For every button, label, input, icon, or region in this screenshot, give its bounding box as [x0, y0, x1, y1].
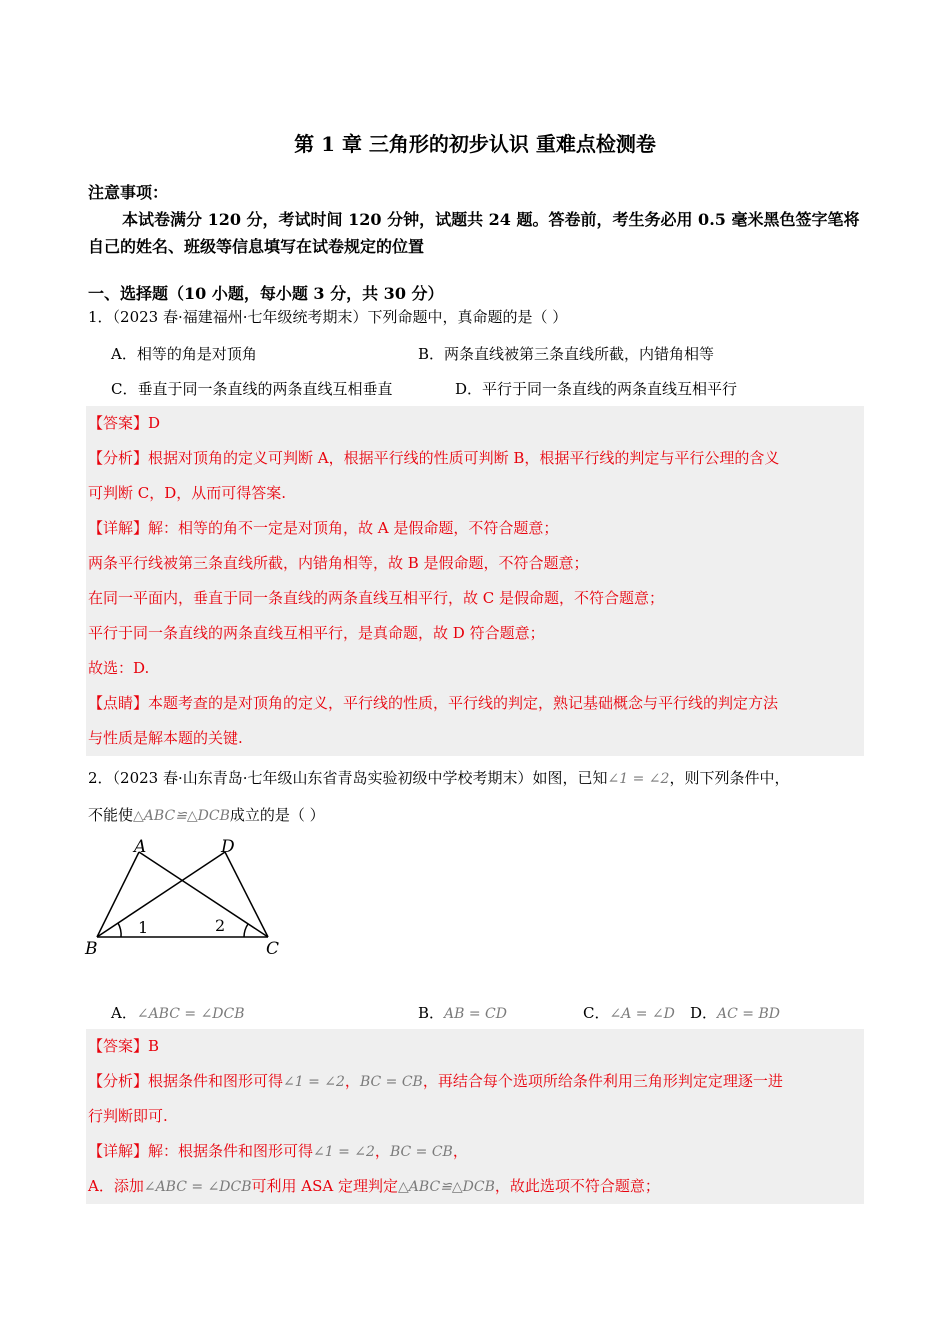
q1-option-b: B．两条直线被第三条直线所截，内错角相等: [418, 345, 715, 363]
q2-option-a-math: ∠ABC = ∠DCB: [136, 1006, 245, 1022]
q2-stem-text-b: ，则下列条件中，: [669, 769, 790, 787]
q2-stem-line1: [88, 767, 789, 788]
q2-analysis-math-sides: BC = CB: [359, 1074, 423, 1090]
q1-answer: 【答案】D: [88, 414, 161, 432]
q1-analysis-line1: 【分析】根据对顶角的定义可判断 A，根据平行线的性质可判断 B，根据平行线的判定与平行公理的含义: [88, 449, 780, 467]
q2-option-c-math: ∠A = ∠D: [609, 1006, 675, 1022]
q2-option-c: [583, 1002, 675, 1023]
q2-option-b-math: AB = CD: [444, 1006, 507, 1022]
q1-detail-line4: 平行于同一条直线的两条直线互相平行，是真命题，故 D 符合题意；: [88, 624, 545, 642]
q2-detail-math-angles: ∠1 = ∠2: [313, 1144, 375, 1160]
q2-detail-line2: [86, 1169, 864, 1204]
q2-detail-a-math-congruence: △ABC≌△DCB: [398, 1179, 495, 1195]
q2-detail-sep: ，: [374, 1142, 390, 1160]
label-angle1: 1: [138, 918, 149, 937]
segment-cd: [225, 852, 268, 937]
section-heading: 一、选择题（10 小题，每小题 3 分，共 30 分）: [88, 284, 444, 303]
q1-detail-line1: 【详解】解：相等的角不一定是对顶角，故 A 是假命题，不符合题意；: [88, 519, 559, 537]
q2-option-a-label: A．: [111, 1004, 137, 1022]
segment-ac: [139, 852, 268, 937]
q2-analysis-text-b: ，再结合每个选项所给条件利用三角形判定定理逐一进: [422, 1072, 783, 1090]
q2-analysis-sep: ，: [344, 1072, 360, 1090]
angle1-arc: [118, 923, 121, 937]
angle2-arc: [244, 924, 248, 937]
q2-detail-end: ，: [452, 1142, 468, 1160]
q2-analysis-text-a: 【分析】根据条件和图形可得: [88, 1072, 284, 1090]
q2-answer: 【答案】B: [88, 1037, 160, 1055]
notice-text: 本试卷满分 120 分，考试时间 120 分钟，试题共 24 题。答卷前，考生务必用 0.5 毫米黑色签字笔将自己的姓名、班级等信息填写在试卷规定的位置: [88, 210, 860, 256]
q2-stem-line2: [88, 804, 325, 825]
q2-option-c-label: C．: [583, 1004, 610, 1022]
q2-detail-line1: [86, 1134, 864, 1169]
label-b: B: [85, 939, 98, 959]
q2-option-b: [418, 1002, 507, 1023]
label-c: C: [266, 939, 280, 959]
q2-detail-a-math-angles: ∠ABC = ∠DCB: [143, 1179, 252, 1195]
q1-comment-line2: 与性质是解本题的关键.: [88, 729, 243, 747]
q1-analysis-line2: 可判断 C，D，从而可得答案.: [88, 484, 287, 502]
q2-option-b-label: B．: [418, 1004, 445, 1022]
q2-detail-a-text-c: ，故此选项不符合题意；: [494, 1177, 660, 1195]
q2-stem-math-congruence: △ABC≌△DCB: [133, 808, 230, 824]
q1-detail-line5: 故选：D.: [88, 659, 150, 677]
q2-triangle-figure: [80, 832, 300, 962]
page-title: 第 1 章 三角形的初步认识 重难点检测卷: [294, 132, 656, 156]
q1-option-d: D．平行于同一条直线的两条直线互相平行: [455, 380, 738, 398]
q2-option-a: [111, 1002, 245, 1023]
q1-stem: 1．（2023 春·福建福州·七年级统考期末）下列命题中，真命题的是（ ）: [88, 308, 568, 326]
q2-stem-math-angles: ∠1 = ∠2: [607, 771, 670, 787]
q2-option-d: [690, 1002, 780, 1023]
q1-option-a: A．相等的角是对顶角: [111, 345, 257, 363]
q2-stem-text-d: 成立的是（ ）: [229, 806, 325, 824]
q2-analysis-line2: 行判断即可.: [88, 1107, 168, 1125]
q1-detail-line3: 在同一平面内，垂直于同一条直线的两条直线互相平行，故 C 是假命题，不符合题意；: [88, 589, 665, 607]
label-a: A: [134, 837, 147, 857]
label-d: D: [221, 837, 235, 857]
q2-detail-text-a: 【详解】解：根据条件和图形可得: [88, 1142, 314, 1160]
notice-heading: 注意事项：: [88, 183, 169, 202]
q2-detail-math-sides: BC = CB: [389, 1144, 453, 1160]
q1-comment-line1: 【点睛】本题考查的是对顶角的定义，平行线的性质，平行线的判定，熟记基础概念与平行线的判定方法: [88, 694, 779, 712]
q2-detail-a-text-b: 可利用 ASA 定理判定: [251, 1177, 399, 1195]
q2-detail-a-text-a: A．添加: [88, 1177, 144, 1195]
q2-stem-text-a: 2．（2023 春·山东青岛·七年级山东省青岛实验初级中学校考期末）如图，已知: [88, 769, 608, 787]
q2-option-d-label: D．: [690, 1004, 718, 1022]
q2-solution-box: [86, 1029, 864, 1204]
q1-solution-box: [86, 406, 864, 756]
q2-stem-text-c: 不能使: [88, 806, 134, 824]
q2-analysis-math-angles: ∠1 = ∠2: [283, 1074, 345, 1090]
q1-option-c: C．垂直于同一条直线的两条直线互相垂直: [111, 380, 393, 398]
label-angle2: 2: [215, 916, 226, 935]
segment-bd: [97, 852, 225, 937]
q2-analysis-line1: [86, 1064, 864, 1099]
q1-detail-line2: 两条平行线被第三条直线所截，内错角相等，故 B 是假命题，不符合题意；: [88, 554, 589, 572]
q2-option-d-math: AC = BD: [717, 1006, 780, 1022]
